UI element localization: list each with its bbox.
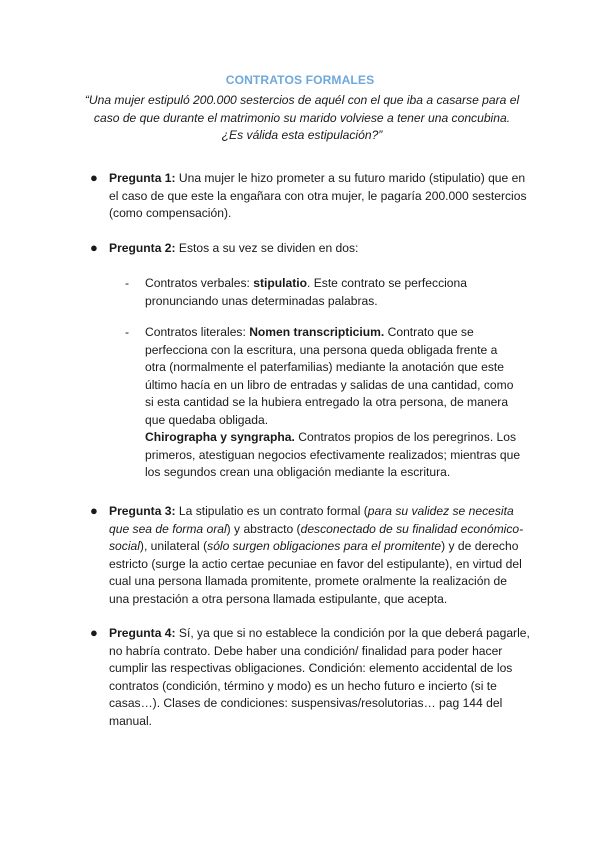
question-4-text: Pregunta 4: Sí, ya que si no establece la condición por la que deberá pagarle, no habría contrato. Debe haber una condición/ finalidad para poder hacer cumplir las respectivas obligaciones. Condición: elemento accidental de los contratos (condición, término y modo) es un hecho futuro e incierto (si te casas…). Clases de condiciones: suspensivas/resolutorias… pag 144 del manual. [109, 626, 530, 728]
bullet-icon: ● [90, 170, 98, 185]
question-3-label: Pregunta 3: [109, 504, 176, 518]
question-1-text: Pregunta 1: Una mujer le hizo prometer a su futuro marido (stipulatio) que en el caso de que este la engañara con otra mujer, le pagaría 200.000 sestercios (como compensación). [109, 171, 527, 220]
list-item-text: Contratos verbales: stipulatio. Este contrato se perfecciona pronunciando unas determinadas palabras. [145, 276, 467, 308]
chirographa-paragraph: Chirographa y syngrapha. Contratos propios de los peregrinos. Los primeros, atestiguan negocios efectivamente realizados; mientras que los segundos crean una obligación mediante la escritura. [145, 430, 521, 479]
question-3-text: Pregunta 3: La stipulatio es un contrato formal (para su validez se necesita que sea de forma oral) y abstracto (desconectado de su finalidad económico-social), unilateral (sólo surgen obligaciones para el promitente) y de derecho estricto (surge la actio certae pecuniae en favor del estipulante), en virtud del cual una persona llamada promitente, promete oralmente la realización de una prestación a otra persona llamada estipulante, que acepta. [109, 504, 524, 606]
bullet-icon: ● [90, 625, 98, 640]
list-item [125, 324, 520, 429]
list-item-text: Contratos literales: Nomen transcripticium. Contrato que se perfecciona con la escritura, una persona queda obligada frente a otra (normalmente el paterfamilias) mediante la anotación que este último hacía en un libro de entradas y salidas de una cantidad, como si esta cantidad se la hubiera entregado la otra persona, de manera que quedaba obligada. [145, 325, 514, 427]
document-title: CONTRATOS FORMALES [225, 73, 375, 87]
case-quote: “Una mujer estipuló 200.000 sestercios de aquél con el que iba a casarse para el caso de que durante el matrimonio su marido volviese a tener una concubina. ¿Es válida esta estipulación?” [84, 93, 520, 142]
bullet-icon: ● [90, 503, 98, 518]
question-3 [90, 503, 530, 608]
question-1 [90, 170, 530, 223]
question-4 [90, 625, 530, 730]
question-2 [90, 240, 530, 258]
question-2-text: Pregunta 2: Estos a su vez se dividen en dos: [109, 241, 359, 255]
bullet-icon: ● [90, 240, 98, 255]
dash-marker: - [125, 276, 130, 290]
question-4-label: Pregunta 4: [109, 626, 176, 640]
question-2-label: Pregunta 2: [109, 241, 176, 255]
list-item [125, 275, 520, 310]
dash-marker: - [125, 325, 130, 339]
question-1-label: Pregunta 1: [109, 171, 176, 185]
